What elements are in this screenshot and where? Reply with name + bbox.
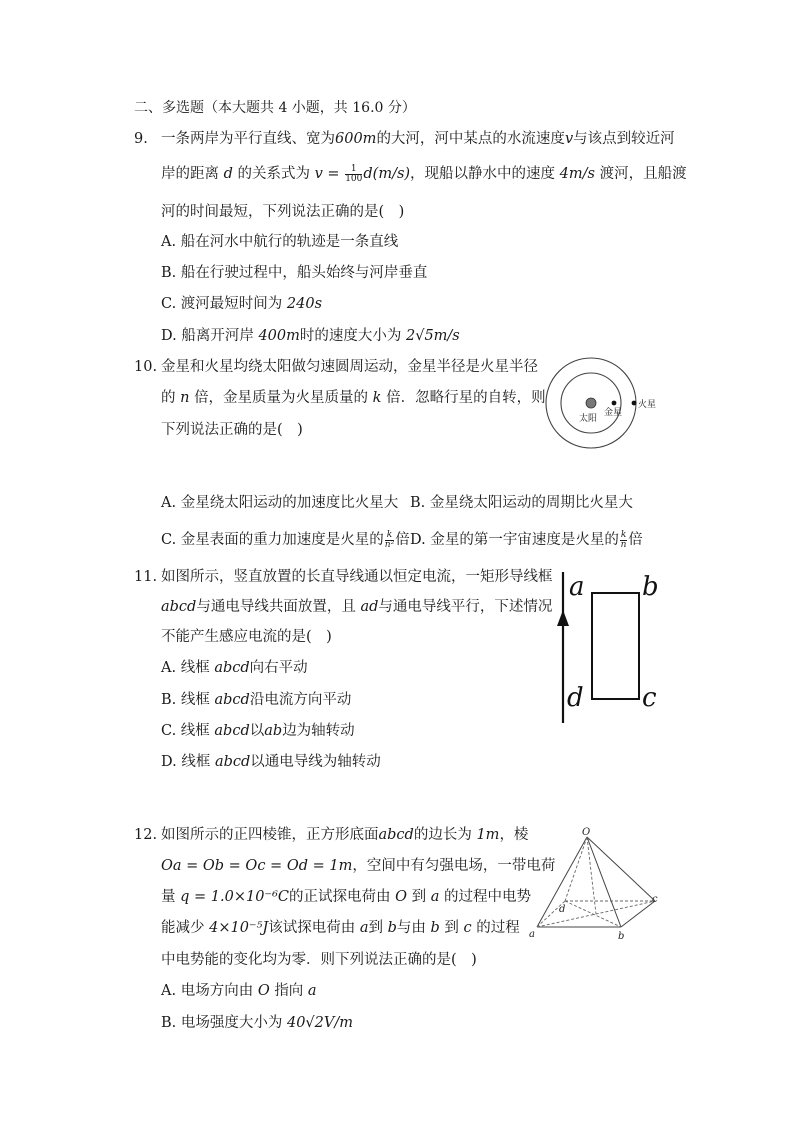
question-text-line: 不能产生感应电流的是( ) — [161, 629, 332, 645]
option-c: C. 渡河最短时间为 240s — [161, 296, 323, 312]
label-O: O — [582, 827, 591, 838]
question-text-line: 河的时间最短，下列说法正确的是( ) — [161, 204, 405, 220]
fraction: $\frac{k}{n}$ — [620, 529, 627, 550]
mars-dot — [632, 401, 637, 406]
option-b: B. 船在行驶过程中，船头始终与河岸垂直 — [161, 265, 428, 281]
label-b: b — [642, 572, 659, 602]
venus-label: 金星 — [604, 408, 623, 418]
current-arrow-icon — [557, 610, 569, 626]
label-d: d — [559, 904, 566, 915]
venus-dot — [612, 401, 617, 406]
option-a: A. 线框 abcd向右平动 — [161, 660, 308, 676]
label-c: c — [652, 894, 658, 905]
question-text-line: 的 n 倍，金星质量为火星质量的 k 倍．忽略行星的自转，则 — [161, 390, 546, 406]
wire-frame-figure — [550, 566, 670, 728]
option-d: D. 金星的第一宇宙速度是火星的 $\frac{k}{n}$ 倍 — [410, 529, 643, 550]
question-text-line: abcd与通电导线共面放置，且 ad与通电导线平行，下述情况 — [161, 599, 553, 615]
question-number: 11. — [134, 569, 158, 585]
question-number: 12. — [134, 827, 158, 843]
question-text-line: 如图所示的正四棱锥，正方形底面abcd的边长为 1m，棱 — [161, 827, 529, 843]
option-a: A. 电场方向由 O 指向 a — [161, 983, 317, 999]
question-number: 9. — [134, 131, 148, 147]
label-b: b — [618, 931, 625, 942]
label-a: a — [529, 929, 535, 940]
sun-icon — [586, 398, 596, 408]
option-a: A. 金星绕太阳运动的加速度比火星大 — [161, 495, 399, 511]
edge-Oc — [587, 837, 655, 901]
option-c: C. 线框 abcd以ab边为轴转动 — [161, 723, 355, 739]
question-text-line: 中电势能的变化均为零．则下列说法正确的是( ) — [161, 952, 477, 968]
question-text-line: Oa = Ob = Oc = Od = 1m，空间中有匀强电场，一带电荷 — [161, 858, 556, 874]
question-text-line: 岸的距离 d 的关系式为 v = $\frac{1}{100}$ d(m/s)，现船以静水中的速度 4m/s 渡河，且船渡 — [161, 163, 687, 184]
label-a: a — [569, 572, 585, 602]
option-b: B. 金星绕太阳运动的周期比火星大 — [410, 495, 633, 511]
label-c: c — [642, 683, 657, 713]
option-d: D. 船离开河岸 400m时的速度大小为 2√5m/s — [161, 328, 460, 344]
label-d: d — [567, 683, 584, 713]
option-d: D. 线框 abcd以通电导线为轴转动 — [161, 754, 381, 770]
edge-Od — [565, 837, 587, 901]
rectangle-frame — [592, 593, 639, 699]
option-b: B. 线框 abcd沿电流方向平动 — [161, 692, 352, 708]
fraction: $\frac{k}{\text{n²}}$ — [384, 529, 395, 550]
solar-orbit-figure — [545, 355, 665, 451]
question-text-line: 如图所示，竖直放置的长直导线通以恒定电流，一矩形导线框 — [161, 569, 553, 585]
option-c: C. 金星表面的重力加速度是火星的 $\frac{k}{\text{n²}}$ 倍 — [161, 529, 410, 550]
option-a: A. 船在河水中航行的轨迹是一条直线 — [161, 234, 399, 250]
edge-bc — [621, 901, 655, 927]
section-header: 二、多选题（本大题共 4 小题，共 16.0 分） — [134, 100, 416, 116]
question-text-line: 金星和火星均绕太阳做匀速圆周运动，金星半径是火星半径 — [161, 359, 538, 375]
mars-label: 火星 — [638, 400, 657, 410]
fraction: $\frac{1}{100}$ — [345, 163, 363, 184]
question-text-line: 能减少 4×10⁻⁵J该试探电荷由 a到 b与由 b 到 c 的过程 — [161, 920, 520, 936]
question-number: 10. — [134, 359, 158, 375]
option-b: B. 电场强度大小为 40√2V/m — [161, 1015, 354, 1031]
question-text-line: 一条两岸为平行直线、宽为600m的大河，河中某点的水流速度v与该点到较近河 — [161, 131, 675, 147]
question-text-line: 量 q = 1.0×10⁻⁶C的正试探电荷由 O 到 a 的过程中电势 — [161, 889, 531, 905]
sun-label: 太阳 — [579, 414, 598, 424]
pyramid-figure — [525, 825, 665, 945]
question-text-line: 下列说法正确的是( ) — [161, 422, 303, 438]
